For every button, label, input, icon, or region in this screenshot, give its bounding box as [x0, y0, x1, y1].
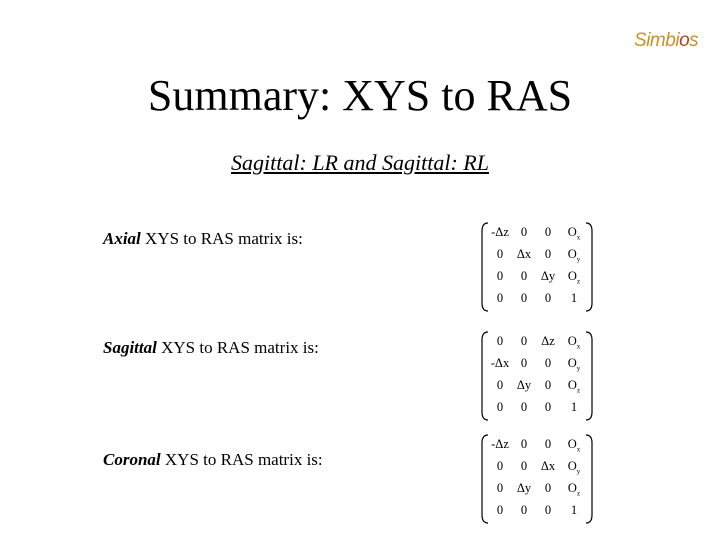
matrix-cell: $O_y$ — [567, 459, 581, 476]
coronal-label-text: XYS to RAS matrix is: — [160, 450, 323, 469]
matrix-cell: Δx — [516, 247, 532, 261]
logo-letter: o — [679, 30, 690, 51]
matrix-cell: 0 — [496, 334, 504, 348]
matrix-cell: 0 — [544, 378, 552, 392]
simbios-logo — [634, 30, 698, 52]
matrix-cell: -Δx — [490, 356, 510, 370]
matrix-cell: 1 — [570, 503, 578, 517]
logo-letter: b — [665, 30, 676, 51]
matrix-cell: -Δz — [491, 437, 509, 451]
sagittal-plane-name: Sagittal — [103, 338, 157, 357]
matrix-cell: 0 — [496, 291, 504, 305]
matrix-cell: 1 — [570, 400, 578, 414]
matrix-cell: 0 — [544, 291, 552, 305]
sagittal-matrix — [478, 330, 598, 422]
matrix-cell: 0 — [496, 247, 504, 261]
sagittal-label — [103, 338, 319, 358]
logo-letter: i — [675, 30, 680, 51]
matrix-cell: 0 — [496, 400, 504, 414]
matrix-cell: -Δz — [491, 225, 509, 239]
matrix-cell: Δy — [540, 269, 556, 283]
logo-letter: m — [649, 30, 666, 51]
logo-letter: S — [634, 30, 647, 51]
matrix-cell: Δz — [541, 334, 555, 348]
matrix-cell: 0 — [520, 291, 528, 305]
axial-matrix — [478, 221, 598, 313]
sagittal-label-text: XYS to RAS matrix is: — [156, 338, 319, 357]
axial-plane-name: Axial — [103, 229, 141, 248]
matrix-cell: $O_x$ — [567, 334, 581, 351]
matrix-cell: 0 — [520, 459, 528, 473]
matrix-cell: 0 — [544, 225, 552, 239]
matrix-cell: Δy — [516, 378, 532, 392]
slide-title: Summary: XYS to RAS — [147, 71, 573, 120]
matrix-cell: 1 — [570, 291, 578, 305]
logo-letter: s — [689, 30, 699, 51]
coronal-matrix — [478, 433, 598, 525]
matrix-cell: 0 — [520, 334, 528, 348]
slide-subtitle: Sagittal: LR and Sagittal: RL — [231, 150, 489, 175]
matrix-cell: 0 — [520, 225, 528, 239]
matrix-cell: 0 — [520, 437, 528, 451]
coronal-plane-name: Coronal — [103, 450, 161, 469]
matrix-cell: 0 — [544, 437, 552, 451]
matrix-cell: 0 — [520, 356, 528, 370]
matrix-cell: Δx — [540, 459, 556, 473]
axial-label-text: XYS to RAS matrix is: — [140, 229, 303, 248]
matrix-cell: 0 — [544, 356, 552, 370]
matrix-cell: $O_x$ — [567, 437, 581, 454]
matrix-cell: $O_y$ — [567, 247, 581, 264]
matrix-cell: 0 — [496, 459, 504, 473]
matrix-cell: 0 — [544, 247, 552, 261]
matrix-cell: 0 — [544, 503, 552, 517]
matrix-cell: $O_x$ — [567, 225, 581, 242]
matrix-cell: $O_z$ — [567, 481, 581, 498]
matrix-cell: 0 — [496, 481, 504, 495]
matrix-cell: $O_z$ — [567, 269, 581, 286]
matrix-cell: $O_z$ — [567, 378, 581, 395]
matrix-cell: 0 — [496, 503, 504, 517]
coronal-label — [103, 450, 323, 470]
logo-letter: i — [646, 30, 650, 51]
matrix-cell: $O_y$ — [567, 356, 581, 373]
matrix-cell: 0 — [520, 400, 528, 414]
matrix-cell: 0 — [520, 503, 528, 517]
matrix-cell: 0 — [520, 269, 528, 283]
matrix-cell: 0 — [496, 269, 504, 283]
matrix-cell: 0 — [544, 400, 552, 414]
axial-label — [103, 229, 303, 249]
matrix-cell: Δy — [516, 481, 532, 495]
matrix-cell: 0 — [496, 378, 504, 392]
matrix-cell: 0 — [544, 481, 552, 495]
